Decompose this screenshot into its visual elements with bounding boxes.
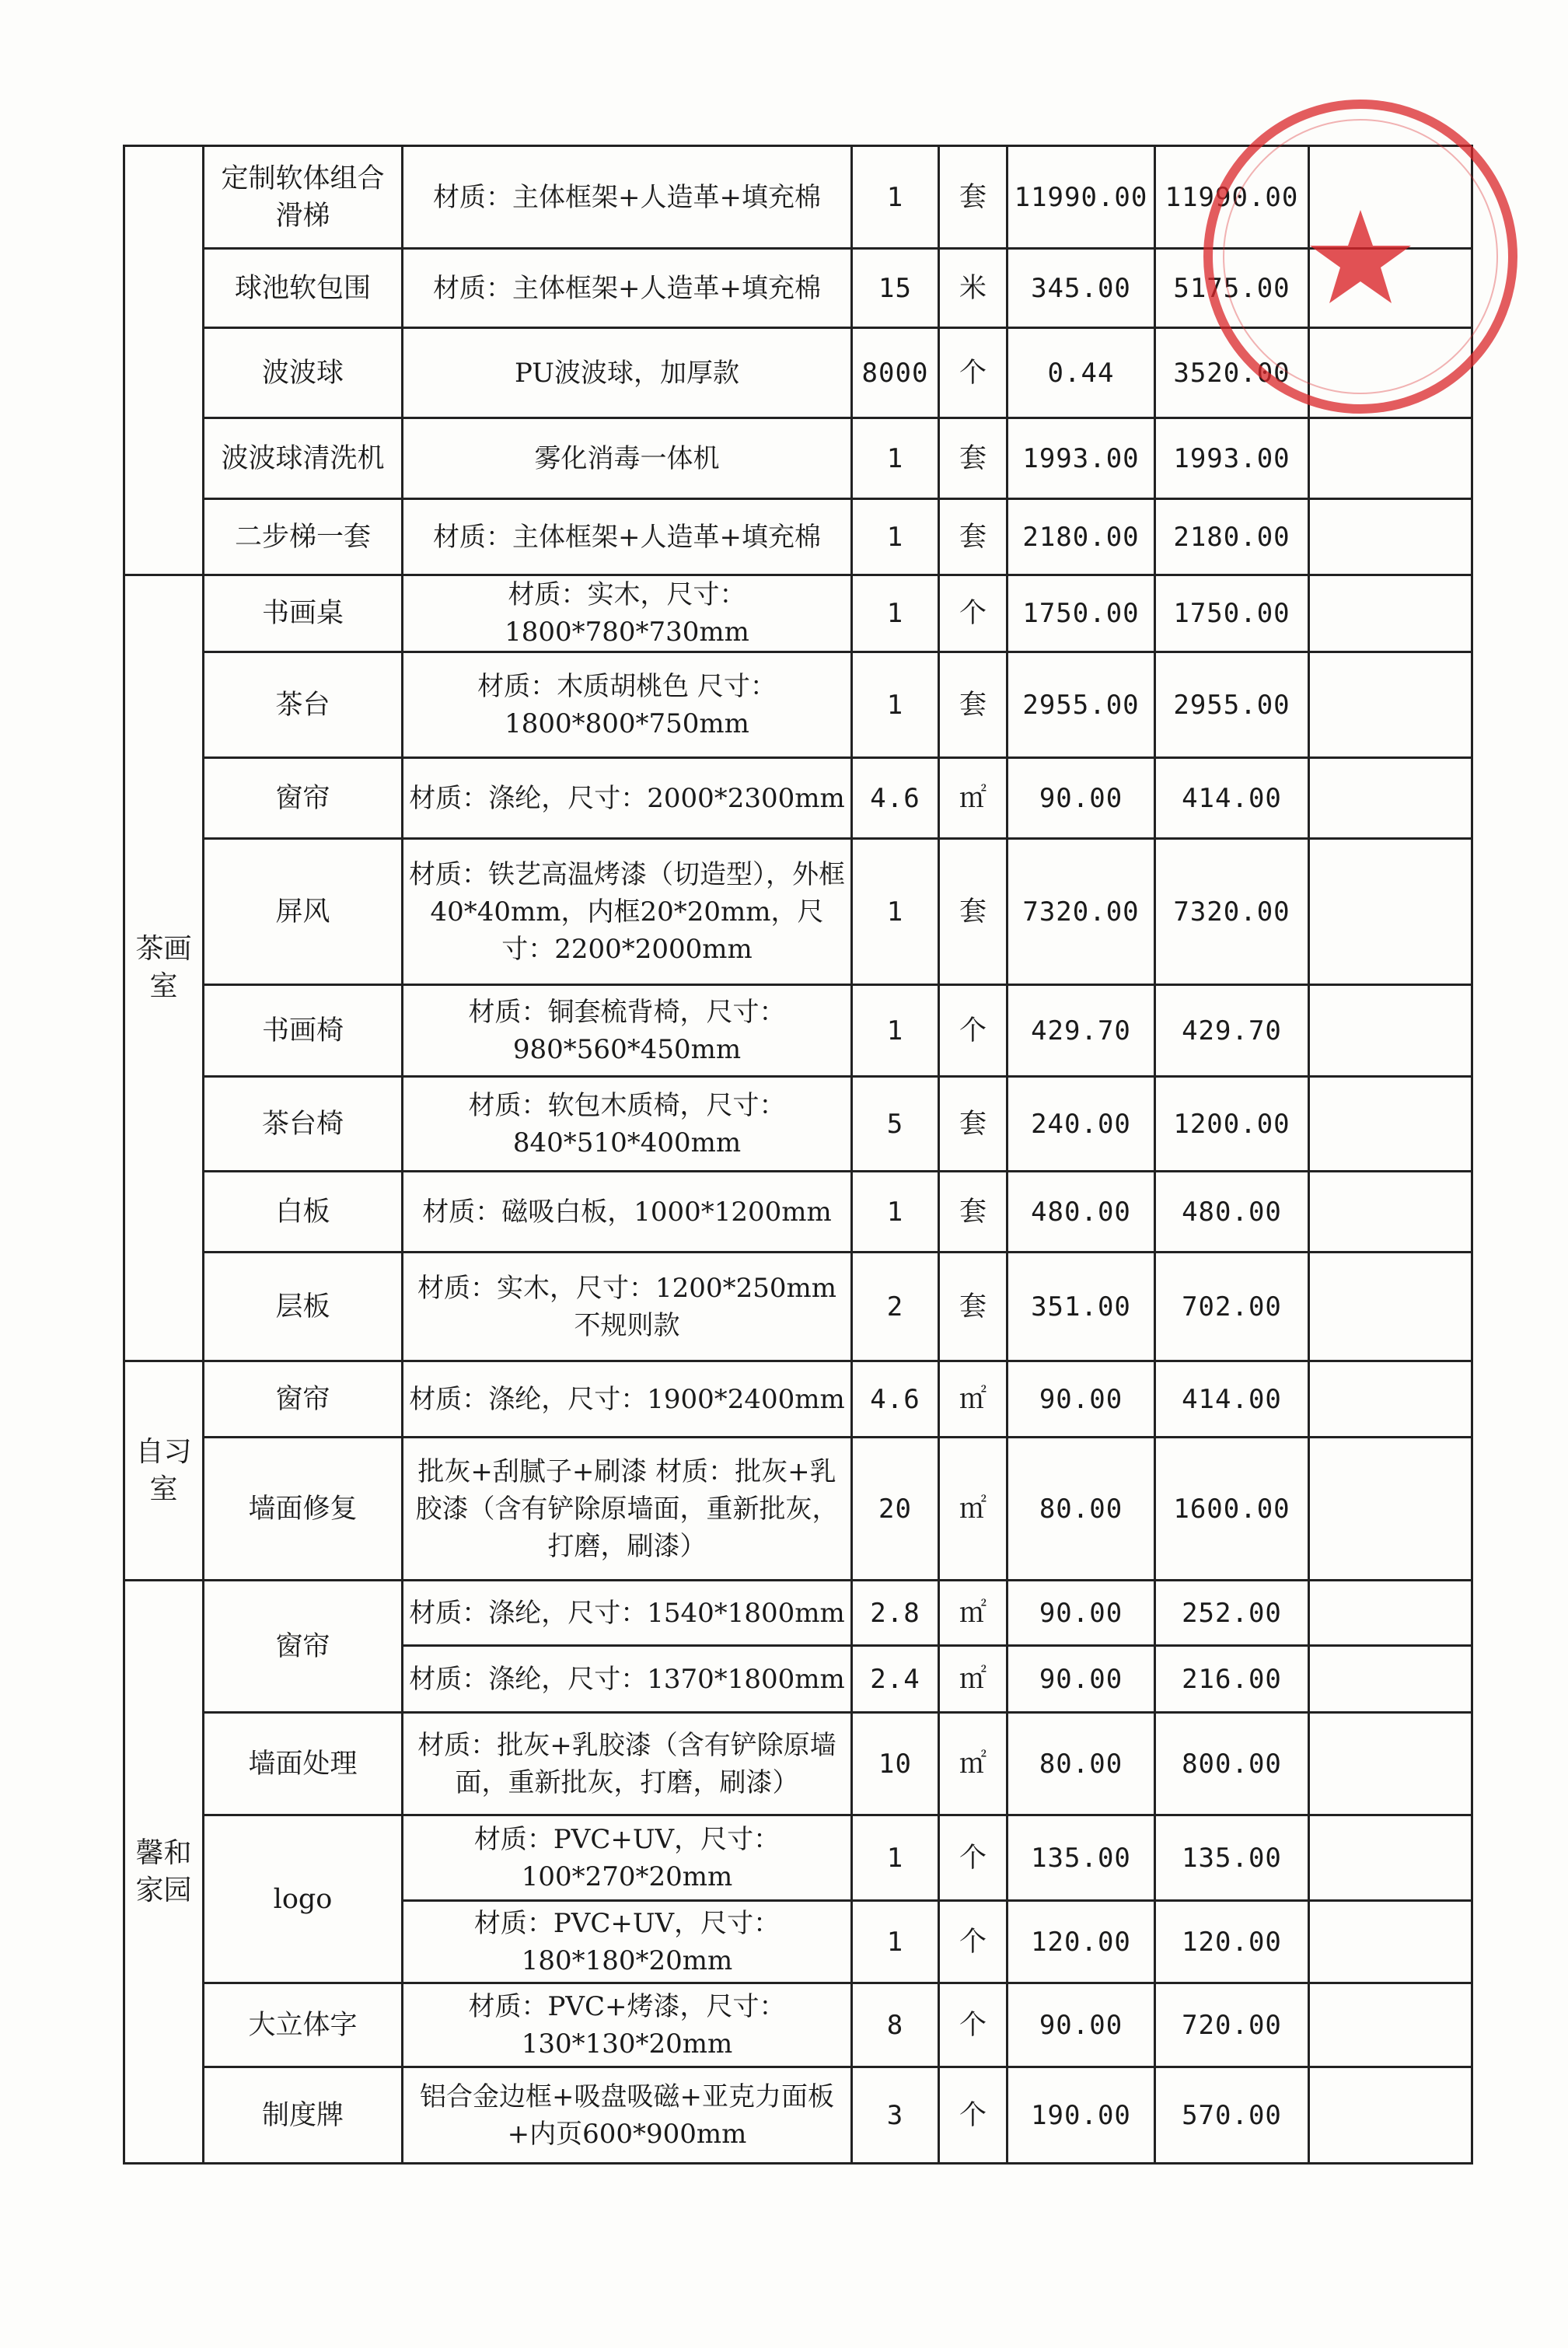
qty-cell: 5	[852, 1077, 939, 1172]
item-name: 屏风	[204, 839, 403, 985]
spec-cell: 材质：PVC+UV，尺寸：100*270*20mm	[403, 1815, 852, 1901]
item-name: 制度牌	[204, 2067, 403, 2164]
total-cell: 1750.00	[1155, 575, 1309, 652]
price-cell: 351.00	[1008, 1253, 1155, 1361]
price-cell: 0.44	[1008, 328, 1155, 418]
unit-cell: ㎡	[939, 1581, 1008, 1646]
remark-cell	[1309, 1361, 1472, 1438]
table-row	[124, 418, 1472, 499]
price-cell: 2955.00	[1008, 652, 1155, 758]
table-row	[124, 758, 1472, 839]
item-name: 波波球清洗机	[204, 418, 403, 499]
spec-cell: 材质：主体框架+人造革+填充棉	[403, 146, 852, 249]
item-name: 二步梯一套	[204, 499, 403, 575]
item-name: 书画椅	[204, 985, 403, 1077]
price-cell: 1750.00	[1008, 575, 1155, 652]
item-name: 窗帘	[204, 1361, 403, 1438]
price-cell: 90.00	[1008, 1646, 1155, 1713]
table-row	[124, 1581, 1472, 1646]
table-row	[124, 1361, 1472, 1438]
qty-cell: 1	[852, 499, 939, 575]
remark-cell	[1309, 1253, 1472, 1361]
qty-cell: 4.6	[852, 1361, 939, 1438]
unit-cell: 个	[939, 1901, 1008, 1983]
price-cell: 2180.00	[1008, 499, 1155, 575]
spec-cell: 材质：PVC+烤漆，尺寸：130*130*20mm	[403, 1983, 852, 2067]
item-name: 波波球	[204, 328, 403, 418]
remark-cell	[1309, 985, 1472, 1077]
qty-cell: 20	[852, 1438, 939, 1581]
total-cell: 11990.00	[1155, 146, 1309, 249]
item-name: 窗帘	[204, 758, 403, 839]
qty-cell: 8000	[852, 328, 939, 418]
remark-cell	[1309, 1077, 1472, 1172]
remark-cell	[1309, 1713, 1472, 1815]
price-cell: 190.00	[1008, 2067, 1155, 2164]
unit-cell: 套	[939, 146, 1008, 249]
item-name: 窗帘	[204, 1581, 403, 1713]
item-name: 层板	[204, 1253, 403, 1361]
spec-cell: 材质：主体框架+人造革+填充棉	[403, 499, 852, 575]
qty-cell: 2.8	[852, 1581, 939, 1646]
unit-cell: ㎡	[939, 758, 1008, 839]
remark-cell	[1309, 1815, 1472, 1901]
unit-cell: ㎡	[939, 1361, 1008, 1438]
table-row	[124, 839, 1472, 985]
remark-cell	[1309, 575, 1472, 652]
spec-cell: 材质：主体框架+人造革+填充棉	[403, 249, 852, 328]
price-cell: 90.00	[1008, 1361, 1155, 1438]
price-cell: 80.00	[1008, 1438, 1155, 1581]
total-cell: 702.00	[1155, 1253, 1309, 1361]
spec-cell: 材质：涤纶，尺寸：1540*1800mm	[403, 1581, 852, 1646]
room-cell-previous	[124, 146, 204, 575]
spec-cell: 材质：涤纶，尺寸：1370*1800mm	[403, 1646, 852, 1713]
price-cell: 90.00	[1008, 1983, 1155, 2067]
spec-cell: 材质：磁吸白板，1000*1200mm	[403, 1172, 852, 1253]
price-cell: 240.00	[1008, 1077, 1155, 1172]
qty-cell: 1	[852, 1172, 939, 1253]
table-row	[124, 328, 1472, 418]
qty-cell: 1	[852, 839, 939, 985]
unit-cell: 个	[939, 1815, 1008, 1901]
spec-cell: 材质：涤纶，尺寸：2000*2300mm	[403, 758, 852, 839]
price-cell: 11990.00	[1008, 146, 1155, 249]
unit-cell: 套	[939, 499, 1008, 575]
item-name: 墙面处理	[204, 1713, 403, 1815]
table-row	[124, 1253, 1472, 1361]
unit-cell: ㎡	[939, 1438, 1008, 1581]
spec-cell: 材质：软包木质椅，尺寸：840*510*400mm	[403, 1077, 852, 1172]
qty-cell: 1	[852, 418, 939, 499]
spec-cell: 雾化消毒一体机	[403, 418, 852, 499]
unit-cell: 套	[939, 1172, 1008, 1253]
total-cell: 135.00	[1155, 1815, 1309, 1901]
table-row	[124, 1815, 1472, 1901]
total-cell: 3520.00	[1155, 328, 1309, 418]
unit-cell: 个	[939, 2067, 1008, 2164]
room-cell: 馨和家园	[124, 1581, 204, 2164]
unit-cell: ㎡	[939, 1646, 1008, 1713]
total-cell: 2955.00	[1155, 652, 1309, 758]
item-name: logo	[204, 1815, 403, 1983]
table-row	[124, 985, 1472, 1077]
remark-cell	[1309, 1581, 1472, 1646]
spec-cell: 材质：批灰+乳胶漆（含有铲除原墙面，重新批灰，打磨，刷漆）	[403, 1713, 852, 1815]
total-cell: 1993.00	[1155, 418, 1309, 499]
item-name: 茶台	[204, 652, 403, 758]
total-cell: 570.00	[1155, 2067, 1309, 2164]
item-name: 大立体字	[204, 1983, 403, 2067]
qty-cell: 1	[852, 1901, 939, 1983]
remark-cell	[1309, 839, 1472, 985]
spec-cell: 材质：铁艺高温烤漆（切造型），外框40*40mm，内框20*20mm，尺寸：2200*2000mm	[403, 839, 852, 985]
unit-cell: 套	[939, 839, 1008, 985]
total-cell: 414.00	[1155, 1361, 1309, 1438]
spec-cell: 材质：实木，尺寸：1200*250mm不规则款	[403, 1253, 852, 1361]
qty-cell: 1	[852, 575, 939, 652]
item-name: 书画桌	[204, 575, 403, 652]
remark-cell	[1309, 758, 1472, 839]
item-name: 定制软体组合滑梯	[204, 146, 403, 249]
total-cell: 7320.00	[1155, 839, 1309, 985]
price-cell: 90.00	[1008, 758, 1155, 839]
total-cell: 1200.00	[1155, 1077, 1309, 1172]
total-cell: 120.00	[1155, 1901, 1309, 1983]
remark-cell	[1309, 1438, 1472, 1581]
spec-cell: 批灰+刮腻子+刷漆 材质：批灰+乳胶漆（含有铲除原墙面，重新批灰，打磨，刷漆）	[403, 1438, 852, 1581]
table-row	[124, 652, 1472, 758]
qty-cell: 1	[852, 985, 939, 1077]
unit-cell: 米	[939, 249, 1008, 328]
table-row	[124, 575, 1472, 652]
spec-cell: 材质：PVC+UV，尺寸：180*180*20mm	[403, 1901, 852, 1983]
total-cell: 414.00	[1155, 758, 1309, 839]
qty-cell: 2.4	[852, 1646, 939, 1713]
price-cell: 7320.00	[1008, 839, 1155, 985]
qty-cell: 1	[852, 652, 939, 758]
qty-cell: 1	[852, 1815, 939, 1901]
table-row	[124, 249, 1472, 328]
spec-cell: 铝合金边框+吸盘吸磁+亚克力面板+内页600*900mm	[403, 2067, 852, 2164]
table-row	[124, 1172, 1472, 1253]
total-cell: 800.00	[1155, 1713, 1309, 1815]
remark-cell	[1309, 146, 1472, 249]
unit-cell: 个	[939, 985, 1008, 1077]
table-row	[124, 1077, 1472, 1172]
remark-cell	[1309, 1901, 1472, 1983]
room-cell: 茶画室	[124, 575, 204, 1361]
table-row	[124, 146, 1472, 249]
unit-cell: 个	[939, 575, 1008, 652]
total-cell: 1600.00	[1155, 1438, 1309, 1581]
table-row	[124, 499, 1472, 575]
qty-cell: 3	[852, 2067, 939, 2164]
spec-cell: 材质：铜套梳背椅，尺寸：980*560*450mm	[403, 985, 852, 1077]
room-cell: 自习室	[124, 1361, 204, 1581]
price-cell: 90.00	[1008, 1581, 1155, 1646]
remark-cell	[1309, 2067, 1472, 2164]
qty-cell: 8	[852, 1983, 939, 2067]
spec-cell: 材质：实木，尺寸：1800*780*730mm	[403, 575, 852, 652]
item-name: 墙面修复	[204, 1438, 403, 1581]
total-cell: 429.70	[1155, 985, 1309, 1077]
total-cell: 720.00	[1155, 1983, 1309, 2067]
qty-cell: 1	[852, 146, 939, 249]
table-row	[124, 1983, 1472, 2067]
price-cell: 480.00	[1008, 1172, 1155, 1253]
price-cell: 1993.00	[1008, 418, 1155, 499]
spec-cell: 材质：木质胡桃色 尺寸：1800*800*750mm	[403, 652, 852, 758]
table-row	[124, 2067, 1472, 2164]
price-cell: 80.00	[1008, 1713, 1155, 1815]
item-name: 茶台椅	[204, 1077, 403, 1172]
spec-cell: 材质：涤纶，尺寸：1900*2400mm	[403, 1361, 852, 1438]
remark-cell	[1309, 328, 1472, 418]
unit-cell: ㎡	[939, 1713, 1008, 1815]
table-row	[124, 1438, 1472, 1581]
table-row	[124, 1713, 1472, 1815]
unit-cell: 套	[939, 418, 1008, 499]
unit-cell: 个	[939, 328, 1008, 418]
total-cell: 5175.00	[1155, 249, 1309, 328]
total-cell: 480.00	[1155, 1172, 1309, 1253]
total-cell: 216.00	[1155, 1646, 1309, 1713]
remark-cell	[1309, 1172, 1472, 1253]
unit-cell: 个	[939, 1983, 1008, 2067]
quotation-table	[123, 145, 1473, 2165]
remark-cell	[1309, 1983, 1472, 2067]
remark-cell	[1309, 249, 1472, 328]
qty-cell: 2	[852, 1253, 939, 1361]
qty-cell: 15	[852, 249, 939, 328]
price-cell: 429.70	[1008, 985, 1155, 1077]
total-cell: 2180.00	[1155, 499, 1309, 575]
spec-cell: PU波波球，加厚款	[403, 328, 852, 418]
qty-cell: 4.6	[852, 758, 939, 839]
remark-cell	[1309, 652, 1472, 758]
remark-cell	[1309, 499, 1472, 575]
price-cell: 120.00	[1008, 1901, 1155, 1983]
qty-cell: 10	[852, 1713, 939, 1815]
total-cell: 252.00	[1155, 1581, 1309, 1646]
unit-cell: 套	[939, 1253, 1008, 1361]
item-name: 白板	[204, 1172, 403, 1253]
unit-cell: 套	[939, 1077, 1008, 1172]
item-name: 球池软包围	[204, 249, 403, 328]
unit-cell: 套	[939, 652, 1008, 758]
price-cell: 345.00	[1008, 249, 1155, 328]
remark-cell	[1309, 1646, 1472, 1713]
price-cell: 135.00	[1008, 1815, 1155, 1901]
remark-cell	[1309, 418, 1472, 499]
